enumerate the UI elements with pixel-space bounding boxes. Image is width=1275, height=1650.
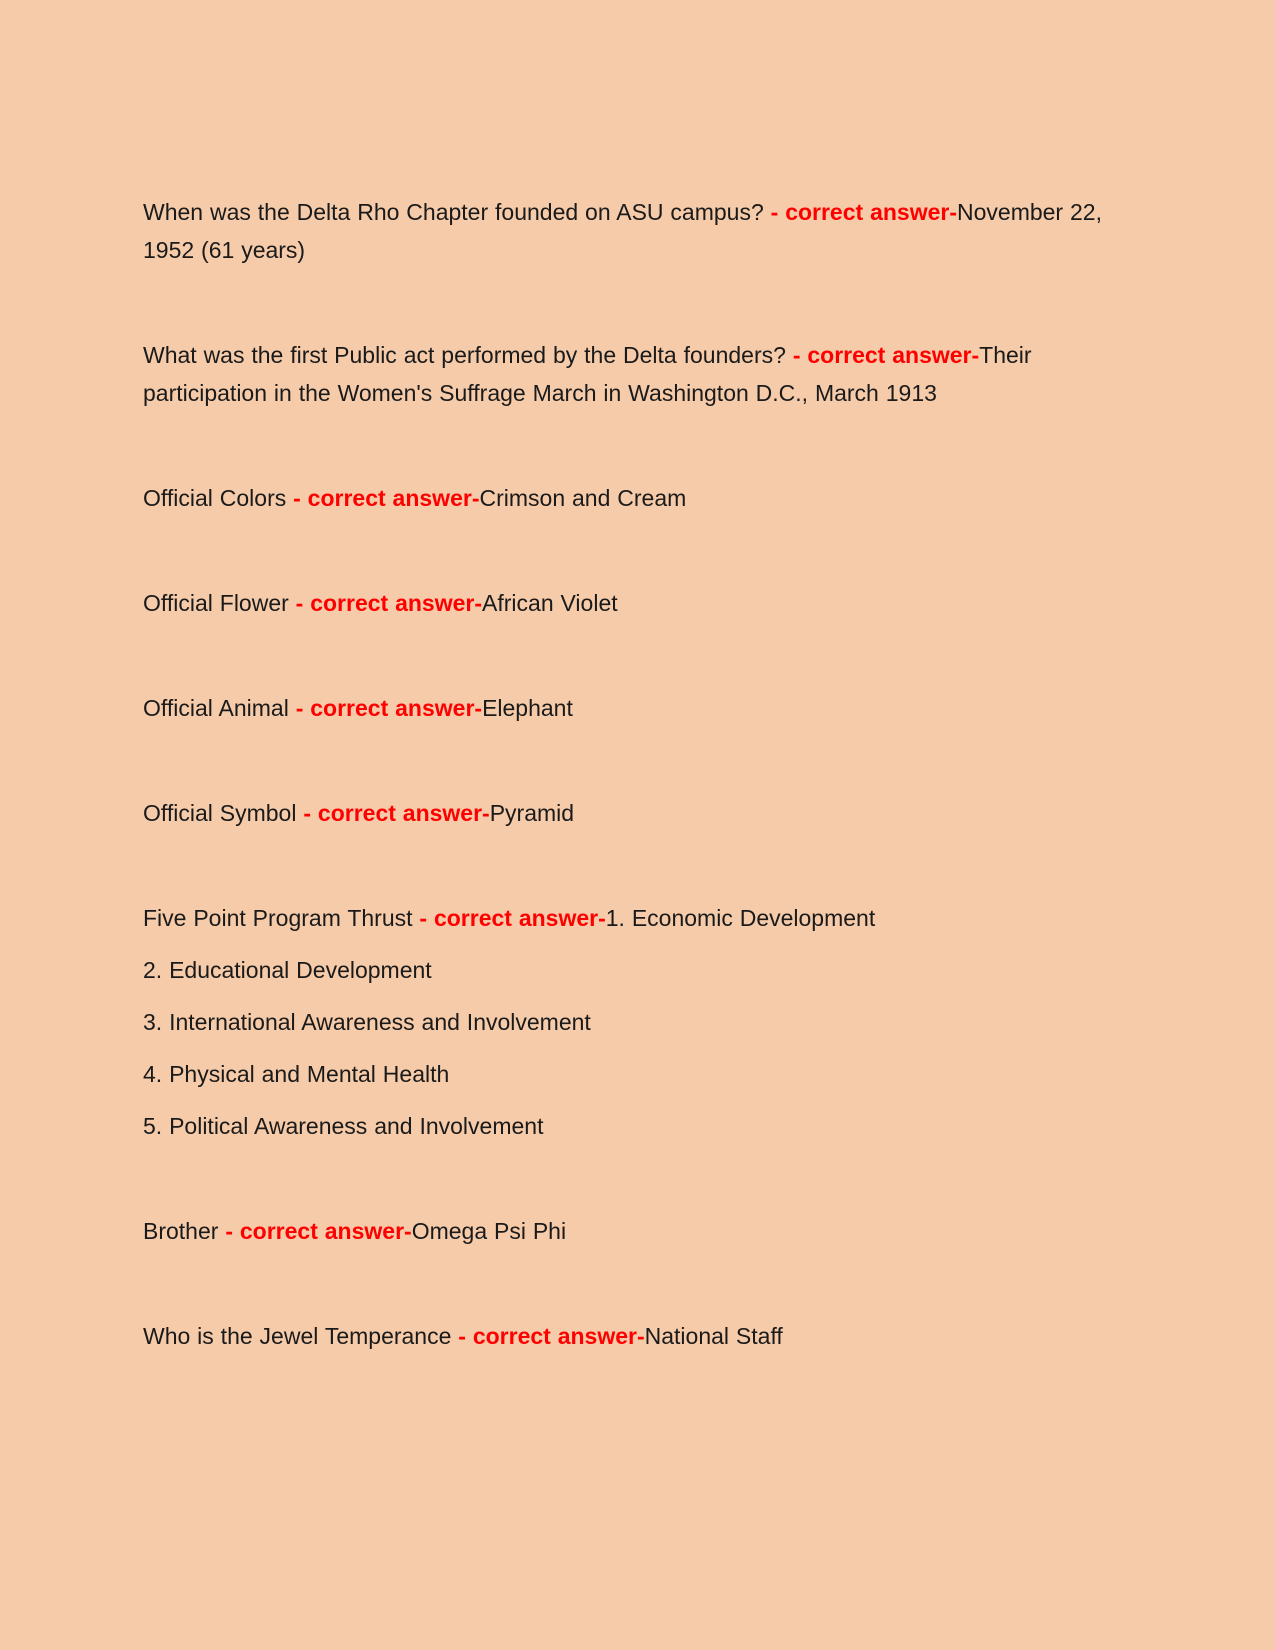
question-text: Official Animal	[143, 695, 289, 721]
qa-paragraph	[143, 193, 1105, 269]
qa-paragraph	[143, 1317, 1105, 1355]
correct-answer-marker: - correct answer-	[458, 1323, 645, 1349]
answer-list-line: 5. Political Awareness and Involvement	[143, 1113, 544, 1139]
qa-block-delta-rho-founded	[143, 193, 1105, 269]
qa-block-official-colors	[143, 479, 1105, 517]
question-text: Official Flower	[143, 590, 289, 616]
correct-answer-marker: - correct answer-	[295, 590, 483, 616]
qa-paragraph	[143, 899, 1105, 937]
answer-text: Crimson and Cream	[479, 485, 687, 511]
correct-answer-marker: - correct answer-	[225, 1218, 412, 1244]
qa-paragraph	[143, 336, 1105, 412]
correct-answer-marker: - correct answer-	[770, 199, 957, 225]
answer-text: Omega Psi Phi	[411, 1218, 567, 1244]
question-text: When was the Delta Rho Chapter founded on ASU campus?	[143, 199, 764, 225]
answer-text: Their participation in the Women's Suffrage March in Washington D.C., March 1913	[143, 342, 1032, 406]
qa-block-first-public-act	[143, 336, 1105, 412]
correct-answer-marker: - correct answer-	[419, 905, 606, 931]
correct-answer-marker: - correct answer-	[303, 800, 490, 826]
qa-block-brother	[143, 1212, 1105, 1250]
correct-answer-marker: - correct answer-	[792, 342, 980, 368]
answer-text: November 22, 1952 (61 years)	[143, 199, 1102, 263]
answer-list-line: 2. Educational Development	[143, 957, 432, 983]
answer-list-line: 3. International Awareness and Involvement	[143, 1009, 591, 1035]
answer-text: African Violet	[482, 590, 618, 616]
qa-paragraph	[143, 1212, 1105, 1250]
qa-block-official-symbol	[143, 794, 1105, 832]
qa-paragraph	[143, 584, 1105, 622]
correct-answer-marker: - correct answer-	[293, 485, 480, 511]
answer-list-line: 4. Physical and Mental Health	[143, 1061, 450, 1087]
question-text: Who is the Jewel Temperance	[143, 1323, 452, 1349]
correct-answer-marker: - correct answer-	[295, 695, 483, 721]
qa-block-official-flower	[143, 584, 1105, 622]
qa-paragraph	[143, 794, 1105, 832]
qa-block-jewel-temperance	[143, 1317, 1105, 1355]
qa-paragraph	[143, 689, 1105, 727]
question-text: What was the first Public act performed by the Delta founders?	[143, 342, 786, 368]
qa-paragraph	[143, 479, 1105, 517]
question-text: Official Symbol	[143, 800, 297, 826]
question-text: Official Colors	[143, 485, 287, 511]
question-text: Brother	[143, 1218, 219, 1244]
question-text: Five Point Program Thrust	[143, 905, 413, 931]
answer-text: Pyramid	[489, 800, 575, 826]
qa-block-official-animal	[143, 689, 1105, 727]
answer-text: National Staff	[644, 1323, 783, 1349]
answer-text: 1. Economic Development	[605, 905, 876, 931]
answer-text: Elephant	[482, 695, 573, 721]
qa-block-five-point-program	[143, 899, 1105, 1145]
